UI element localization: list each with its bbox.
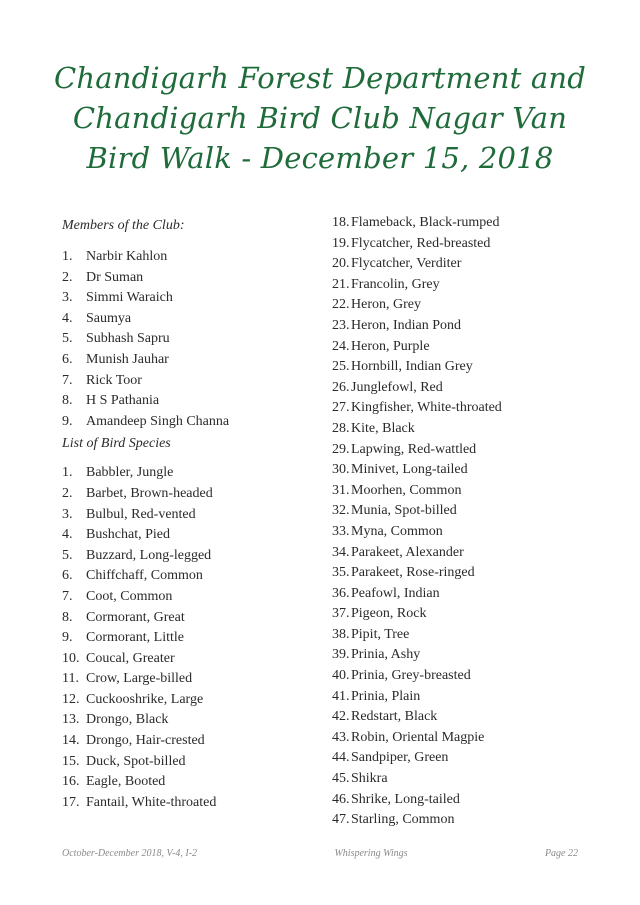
list-item-text: Pipit, Tree xyxy=(351,626,410,642)
list-item-number: 40. xyxy=(332,668,350,684)
list-item xyxy=(62,731,312,752)
list-item-number: 3. xyxy=(62,506,73,522)
list-item-text: Prinia, Plain xyxy=(351,688,421,704)
list-item-text: Simmi Waraich xyxy=(86,290,173,306)
list-item xyxy=(332,398,592,419)
list-item-text: Prinia, Grey-breasted xyxy=(351,668,471,684)
list-item xyxy=(62,463,312,484)
list-item xyxy=(332,584,592,605)
list-item xyxy=(332,357,592,378)
list-item-number: 27. xyxy=(332,400,350,416)
list-item-text: Rick Toor xyxy=(86,372,142,388)
footer-issue: October-December 2018, V-4, I-2 xyxy=(62,848,198,859)
list-item xyxy=(62,793,312,814)
list-item-number: 18. xyxy=(332,215,350,230)
footer-publication: Whispering Wings xyxy=(334,848,408,859)
list-item-text: Drongo, Black xyxy=(86,712,169,728)
list-item xyxy=(62,309,312,330)
list-item-number: 46. xyxy=(332,791,350,807)
list-item-number: 2. xyxy=(62,269,73,285)
list-item xyxy=(332,501,592,522)
list-item xyxy=(332,810,592,831)
list-item-number: 3. xyxy=(62,290,73,306)
list-item xyxy=(332,213,592,234)
list-item-number: 4. xyxy=(62,527,73,543)
list-item-number: 41. xyxy=(332,688,350,704)
list-item-text: Eagle, Booted xyxy=(86,774,166,790)
list-item xyxy=(62,247,312,268)
list-item-text: Kingfisher, White-throated xyxy=(351,400,502,416)
list-item xyxy=(332,666,592,687)
list-item-number: 11. xyxy=(62,671,79,687)
list-item-number: 16. xyxy=(62,774,80,790)
list-item-text: Moorhen, Common xyxy=(351,482,462,498)
list-item xyxy=(332,295,592,316)
list-item-text: Amandeep Singh Channa xyxy=(86,413,230,429)
members-heading: Members of the Club: xyxy=(62,218,185,233)
list-item-text: Barbet, Brown-headed xyxy=(86,485,213,501)
list-item-number: 7. xyxy=(62,588,73,604)
list-item-text: Flycatcher, Verditer xyxy=(351,256,462,272)
list-item xyxy=(62,690,312,711)
list-item-number: 12. xyxy=(62,691,80,707)
list-item-text: Cuckooshrike, Large xyxy=(86,691,204,707)
list-item-text: Heron, Grey xyxy=(351,297,421,313)
list-item-number: 1. xyxy=(62,249,73,264)
list-item xyxy=(332,522,592,543)
list-item-text: Francolin, Grey xyxy=(351,276,440,292)
list-item-number: 2. xyxy=(62,485,73,501)
list-item-text: H S Pathania xyxy=(86,393,160,409)
right-column xyxy=(332,213,592,831)
list-item-number: 7. xyxy=(62,372,73,388)
list-item xyxy=(332,687,592,708)
list-item xyxy=(62,329,312,350)
list-item-text: Munia, Spot-billed xyxy=(351,503,457,519)
list-item xyxy=(332,316,592,337)
list-item-number: 36. xyxy=(332,585,350,601)
list-item-text: Sandpiper, Green xyxy=(351,750,449,766)
list-item-text: Heron, Purple xyxy=(351,338,430,354)
list-item-text: Coot, Common xyxy=(86,588,173,604)
list-item-text: Crow, Large-billed xyxy=(86,671,193,687)
list-item-text: Shikra xyxy=(351,771,388,787)
list-item-number: 24. xyxy=(332,338,350,354)
list-item-number: 8. xyxy=(62,609,73,625)
list-item xyxy=(332,234,592,255)
list-item xyxy=(332,563,592,584)
list-item-number: 14. xyxy=(62,733,80,749)
list-item-text: Parakeet, Rose-ringed xyxy=(351,565,475,581)
list-item-text: Hornbill, Indian Grey xyxy=(351,359,473,375)
list-item-number: 6. xyxy=(62,568,73,584)
list-item-number: 9. xyxy=(62,413,73,429)
title-line-3: Bird Walk - December 15, 2018 xyxy=(86,141,554,175)
list-item-text: Flycatcher, Red-breasted xyxy=(351,235,491,251)
list-item xyxy=(332,728,592,749)
list-item xyxy=(332,378,592,399)
title-line-2: Chandigarh Bird Club Nagar Van xyxy=(72,101,568,135)
list-item-text: Narbir Kahlon xyxy=(86,249,168,264)
list-item-number: 33. xyxy=(332,523,350,539)
list-item-number: 29. xyxy=(332,441,350,457)
list-item-text: Myna, Common xyxy=(351,523,443,539)
list-item-number: 30. xyxy=(332,462,350,478)
list-item xyxy=(332,275,592,296)
list-item xyxy=(332,769,592,790)
list-item-number: 5. xyxy=(62,547,73,563)
list-item-text: Pigeon, Rock xyxy=(351,606,427,622)
list-item-text: Cormorant, Little xyxy=(86,630,184,646)
list-item-text: Minivet, Long-tailed xyxy=(351,462,468,478)
list-item xyxy=(332,748,592,769)
list-item-text: Kite, Black xyxy=(351,420,415,436)
list-item-text: Prinia, Ashy xyxy=(351,647,421,663)
list-item-number: 17. xyxy=(62,794,80,810)
list-item-number: 26. xyxy=(332,379,350,395)
list-item-text: Coucal, Greater xyxy=(86,650,175,666)
list-item xyxy=(332,254,592,275)
list-item xyxy=(62,525,312,546)
list-item xyxy=(62,484,312,505)
list-item-number: 37. xyxy=(332,606,350,622)
list-item-text: Peafowl, Indian xyxy=(351,585,440,601)
list-item-number: 47. xyxy=(332,812,350,828)
list-item-text: Lapwing, Red-wattled xyxy=(351,441,477,457)
list-item-number: 13. xyxy=(62,712,80,728)
list-item xyxy=(332,645,592,666)
list-item-number: 44. xyxy=(332,750,350,766)
list-item-text: Bulbul, Red-vented xyxy=(86,506,196,522)
list-item-text: Parakeet, Alexander xyxy=(351,544,464,560)
list-item-number: 23. xyxy=(332,317,350,333)
list-item xyxy=(332,337,592,358)
list-item xyxy=(332,707,592,728)
list-item-number: 1. xyxy=(62,465,73,481)
list-item-number: 31. xyxy=(332,482,350,498)
list-item xyxy=(62,608,312,629)
list-item-text: Munish Jauhar xyxy=(86,351,169,367)
list-item-number: 38. xyxy=(332,626,350,642)
species-list-right xyxy=(332,213,592,831)
list-item-text: Fantail, White-throated xyxy=(86,794,217,810)
list-item-text: Dr Suman xyxy=(86,269,144,285)
list-item-number: 35. xyxy=(332,565,350,581)
list-item-text: Junglefowl, Red xyxy=(351,379,443,395)
footer-page-number: Page 22 xyxy=(544,848,578,859)
list-item-number: 22. xyxy=(332,297,350,313)
list-item-text: Shrike, Long-tailed xyxy=(351,791,460,807)
list-item-number: 9. xyxy=(62,630,73,646)
list-item-text: Babbler, Jungle xyxy=(86,465,174,481)
list-item xyxy=(62,546,312,567)
list-item xyxy=(62,628,312,649)
list-item xyxy=(62,350,312,371)
list-item xyxy=(62,772,312,793)
list-item xyxy=(62,505,312,526)
list-item-number: 34. xyxy=(332,544,350,560)
left-column xyxy=(62,216,312,813)
list-item-text: Saumya xyxy=(86,310,132,326)
list-item-text: Starling, Common xyxy=(351,812,455,828)
list-item-text: Cormorant, Great xyxy=(86,609,185,625)
list-item-number: 25. xyxy=(332,359,350,375)
list-item-number: 4. xyxy=(62,310,73,326)
list-item xyxy=(62,288,312,309)
list-item xyxy=(62,391,312,412)
list-item-number: 45. xyxy=(332,771,350,787)
title-line-1: Chandigarh Forest Department and xyxy=(54,61,586,95)
list-item-text: Robin, Oriental Magpie xyxy=(351,729,485,745)
list-item-text: Redstart, Black xyxy=(351,709,438,725)
list-item xyxy=(62,649,312,670)
species-list-left xyxy=(62,463,312,813)
list-item xyxy=(332,625,592,646)
list-item xyxy=(332,460,592,481)
list-item xyxy=(62,412,312,433)
list-item-number: 5. xyxy=(62,331,73,347)
list-item-number: 32. xyxy=(332,503,350,519)
list-item xyxy=(332,419,592,440)
list-item xyxy=(62,752,312,773)
list-item xyxy=(62,566,312,587)
list-item-text: Chiffchaff, Common xyxy=(86,568,203,584)
list-item xyxy=(62,587,312,608)
list-item-text: Bushchat, Pied xyxy=(86,527,170,543)
list-item-number: 42. xyxy=(332,709,350,725)
list-item-number: 15. xyxy=(62,753,80,769)
list-item xyxy=(332,604,592,625)
list-item xyxy=(62,710,312,731)
list-item-text: Buzzard, Long-legged xyxy=(86,547,212,563)
list-item-number: 6. xyxy=(62,351,73,367)
list-item xyxy=(62,268,312,289)
list-item xyxy=(332,481,592,502)
list-item-text: Flameback, Black-rumped xyxy=(351,215,500,230)
list-item-text: Drongo, Hair-crested xyxy=(86,733,205,749)
list-item-number: 8. xyxy=(62,393,73,409)
list-item-number: 10. xyxy=(62,650,80,666)
list-item xyxy=(332,790,592,811)
list-item xyxy=(332,543,592,564)
species-heading: List of Bird Species xyxy=(62,436,171,452)
list-item-text: Duck, Spot-billed xyxy=(86,753,186,769)
page-footer xyxy=(62,848,578,859)
list-item-number: 43. xyxy=(332,729,350,745)
list-item-text: Heron, Indian Pond xyxy=(351,317,462,333)
list-item-text: Subhash Sapru xyxy=(86,331,170,347)
list-item xyxy=(332,440,592,461)
list-item-number: 19. xyxy=(332,235,350,251)
list-item-number: 20. xyxy=(332,256,350,272)
list-item xyxy=(62,669,312,690)
list-item-number: 28. xyxy=(332,420,350,436)
page-title xyxy=(0,58,640,178)
list-item-number: 39. xyxy=(332,647,350,663)
members-list xyxy=(62,247,312,432)
list-item-number: 21. xyxy=(332,276,350,292)
list-item xyxy=(62,371,312,392)
